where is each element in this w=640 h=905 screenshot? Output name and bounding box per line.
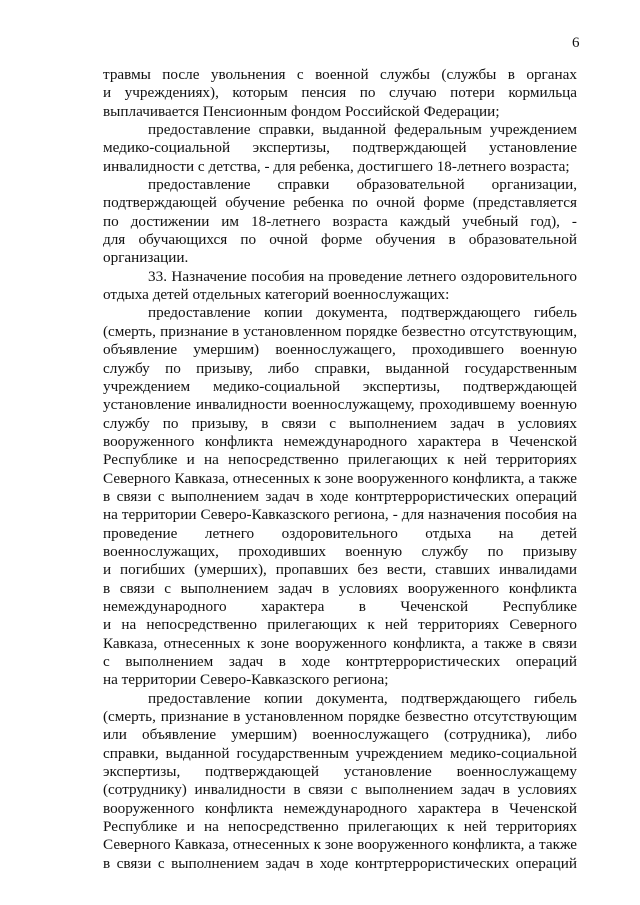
text-line: военнослужащих, проходивших военную службу по призыву (103, 542, 577, 560)
text-line: или объявление умершим) военнослужащего (сотрудника), либо (103, 726, 577, 744)
text-line: для обучающихся по очной форме обучения в образовательной (103, 231, 577, 249)
text-line: (сотруднику) инвалидности в связи с выполнением задач в условиях (103, 781, 577, 799)
text-line: экспертизы, подтверждающей установление военнослужащему (103, 763, 577, 781)
text-line: травмы после увольнения с военной службы (службы в органах (103, 66, 577, 83)
text-line: Северного Кавказа, отнесенных к зоне вооруженного конфликта, а также (103, 469, 577, 487)
text-line: учреждением медико-социальной экспертизы, подтверждающей (103, 377, 577, 395)
text-line: немеждународного характера в Чеченской Республике (103, 597, 577, 615)
text-line: предоставление справки образовательной организации, (148, 176, 577, 194)
text-line: службу по призыву, в связи с выполнением задач в условиях (103, 414, 577, 432)
text-line: по достижении им 18-летнего возраста каждый учебный год), - (103, 212, 577, 230)
text-line: на территории Северо-Кавказского региона; (103, 671, 389, 689)
text-line: службу по призыву, либо справки, выданной государственным (103, 359, 577, 377)
text-line: в связи с выполнением задач в ходе контртеррористических операций (103, 487, 577, 505)
text-line: вооруженного конфликта немеждународного характера в Чеченской (103, 432, 577, 450)
page-number: 6 (572, 35, 580, 51)
text-line: и учреждениях), которым пенсия по случаю потери кормильца (103, 84, 577, 102)
text-line: на территории Северо-Кавказского региона, - для назначения пособия на (103, 506, 577, 524)
text-line: инвалидности с детства, - для ребенка, достигшего 18-летнего возраста; (103, 157, 570, 175)
text-line: Северного Кавказа, отнесенных к зоне вооруженного конфликта, а также (103, 836, 577, 854)
text-line: и погибших (умерших), пропавших без вести, ставших инвалидами (103, 561, 577, 579)
text-line: (смерть, признание в установленном порядке безвестно отсутствующим, (103, 322, 577, 340)
text-line: подтверждающей обучение ребенка по очной форме (представляется (103, 194, 577, 212)
text-line: предоставление копии документа, подтверждающего гибель (148, 689, 577, 707)
text-line: и на непосредственно прилегающих к ней территориях Северного (103, 616, 577, 634)
text-line: с выполнением задач в ходе контртеррористических операций (103, 653, 577, 670)
text-line: 33. Назначение пособия на проведение летнего оздоровительного (148, 267, 577, 285)
text-line: справки, выданной государственным учреждением медико-социальной (103, 744, 577, 762)
text-line: Республике и на непосредственно прилегающих к ней территориях (103, 451, 577, 469)
text-line: объявление умершим) военнослужащего, проходившего военную (103, 341, 577, 359)
document-body (103, 66, 577, 873)
text-line: проведение летнего оздоровительного отдыха на детей (103, 524, 577, 542)
text-line: отдыха детей отдельных категорий военнослужащих: (103, 286, 450, 304)
text-line: вооруженного конфликта немеждународного характера в Чеченской (103, 799, 577, 817)
text-line: организации. (103, 249, 189, 267)
text-line: Кавказа, отнесенных к зоне вооруженного конфликта, а также в связи (103, 634, 577, 652)
text-line: медико-социальной экспертизы, подтверждающей установление (103, 139, 577, 157)
text-line: установление инвалидности военнослужащему, проходившему военную (103, 396, 577, 414)
text-line: предоставление справки, выданной федеральным учреждением (148, 121, 577, 139)
text-line: выплачивается Пенсионным фондом Российской Федерации; (103, 102, 500, 120)
text-line: предоставление копии документа, подтверждающего гибель (148, 304, 577, 322)
text-line: в связи с выполнением задач в ходе контртеррористических операций (103, 854, 577, 872)
text-line: Республике и на непосредственно прилегающих к ней территориях (103, 818, 577, 836)
text-line: в связи с выполнением задач в условиях вооруженного конфликта (103, 579, 577, 597)
text-line: (смерть, признание в установленном порядке безвестно отсутствующим (103, 708, 577, 726)
